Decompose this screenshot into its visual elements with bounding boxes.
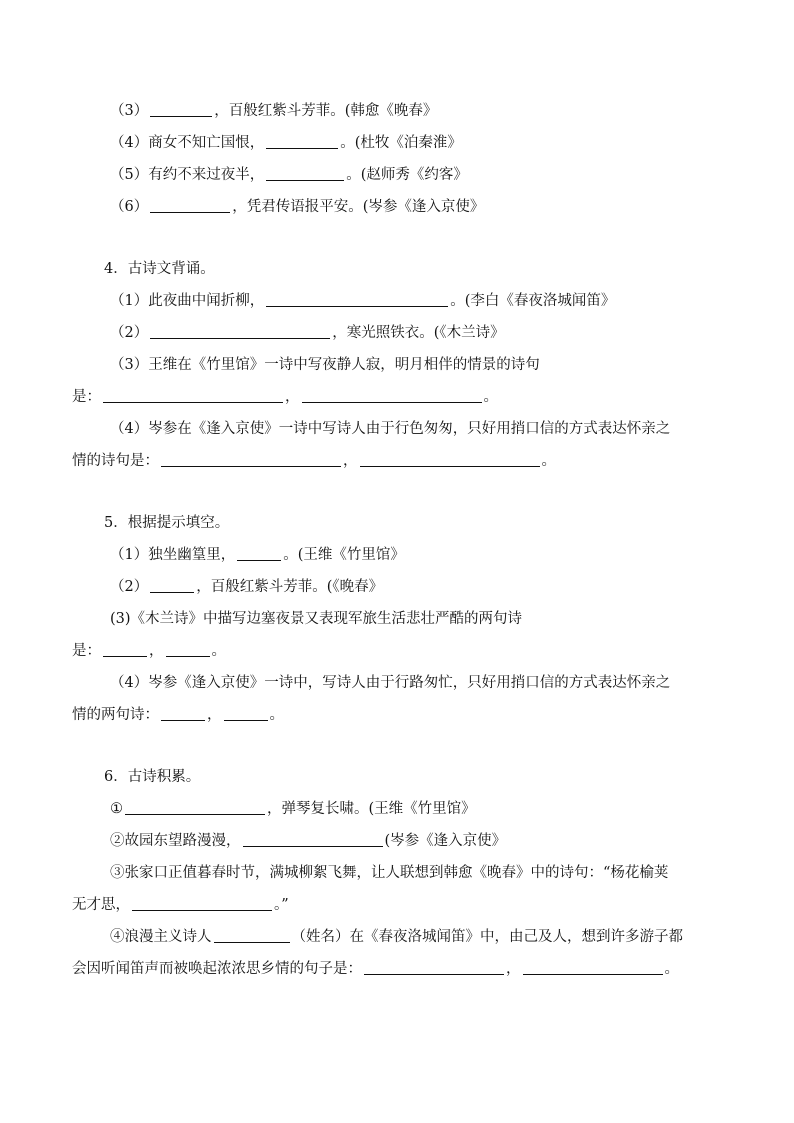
q4-item-4-blank-a[interactable] [161,452,341,467]
q6-item-2 [110,831,506,851]
q3-item-3-tail: ，百般红紫斗芳菲。(韩愈《晚春》 [214,103,438,119]
q3-item-6-label: （6） [110,199,149,215]
q5-item-4-answer [72,705,284,725]
q5-item-4-answer-pre: 情的两句诗： [72,707,159,723]
q3-item-5 [110,165,468,185]
q4-item-4-period: 。 [541,453,556,469]
q5-item-4-comma: ， [207,707,222,723]
q4-item-1-blank[interactable] [266,292,448,307]
q5-item-3-answer [72,641,226,661]
q5-item-2-blank[interactable] [150,578,194,593]
q4-item-4-answer [72,451,556,471]
q6-item-3-tail: 。” [274,897,289,913]
q4-item-3-answer-pre: 是： [72,389,101,405]
q6-item-4-period: 。 [664,961,679,977]
q4-item-2-tail: ，寒光照铁衣。(《木兰诗》 [332,325,505,341]
q6-item-4-blank-a[interactable] [364,960,504,975]
q4-item-1 [110,291,615,311]
q6-item-1-pre: ① [110,801,123,817]
q5-item-4-blank-b[interactable] [224,706,268,721]
q6-item-4-answer [72,959,679,979]
q4-item-2-label: （2） [110,325,149,341]
q5-item-3: (3)《木兰诗》中描写边塞夜景又表现军旅生活悲壮严酷的两句诗 [110,611,523,627]
q4-item-2 [110,323,505,343]
q3-item-4-tail: 。(杜牧《泊秦淮》 [340,135,462,151]
q3-item-3-label: （3） [110,103,149,119]
q6-item-4-comma: ， [506,961,521,977]
q6-item-4 [110,927,683,947]
q5-item-3-period: 。 [211,643,226,659]
q3-item-6-blank[interactable] [150,198,230,213]
q4-item-3-answer [72,387,498,407]
q4-item-2-blank[interactable] [150,324,330,339]
q6-item-2-blank[interactable] [243,832,383,847]
q6-item-4-blank[interactable] [214,928,290,943]
q5-item-2 [110,577,383,597]
q5-item-4: （4）岑参《逢入京使》一诗中，写诗人由于行路匆忙，只好用捎口信的方式表达怀亲之 [110,675,671,691]
q5-item-2-label: （2） [110,579,149,595]
q5-item-1-blank[interactable] [237,546,281,561]
q3-item-4-blank[interactable] [266,134,338,149]
q6-item-2-pre: ②故园东望路漫漫， [110,833,241,849]
q6-item-1 [110,799,476,819]
q3-item-4 [110,133,462,153]
q3-item-4-pre: （4）商女不知亡国恨， [110,135,265,151]
q4-item-3-comma: ， [285,389,300,405]
q6-item-3-answer [72,895,289,915]
q3-item-5-pre: （5）有约不来过夜半， [110,167,265,183]
q6-item-4-answer-pre: 会因听闻笛声而被唤起浓浓思乡情的句子是： [72,961,362,977]
q4-item-3: （3）王维在《竹里馆》一诗中写夜静人寂，明月相伴的情景的诗句 [110,357,540,373]
q4-item-3-period: 。 [483,389,498,405]
q6-item-3: ③张家口正值暮春时节，满城柳絮飞舞，让人联想到韩愈《晚春》中的诗句：“杨花榆荚 [110,865,669,881]
q5-item-3-blank-a[interactable] [103,642,147,657]
q6-item-4-pre: ④浪漫主义诗人 [110,929,212,945]
q6-item-3-answer-pre: 无才思， [72,897,130,913]
q3-item-5-blank[interactable] [266,166,344,181]
q5-item-3-comma: ， [149,643,164,659]
q4-item-4-blank-b[interactable] [360,452,540,467]
q4-item-3-blank-b[interactable] [302,388,482,403]
q4-item-4: （4）岑参在《逢入京使》一诗中写诗人由于行色匆匆，只好用捎口信的方式表达怀亲之 [110,421,671,437]
q4-item-3-blank-a[interactable] [103,388,283,403]
q5-item-3-answer-pre: 是： [72,643,101,659]
q5-item-1 [110,545,405,565]
q5-title: 5．根据提示填空。 [104,515,230,531]
q3-item-3 [110,101,437,121]
q6-item-1-tail: ，弹琴复长啸。(王维《竹里馆》 [267,801,476,817]
q5-item-1-pre: （1）独坐幽篁里， [110,547,236,563]
q3-item-3-blank[interactable] [150,102,212,117]
q6-item-4-tail: （姓名）在《春夜洛城闻笛》中，由己及人，想到许多游子都 [291,929,683,945]
q5-item-3-blank-b[interactable] [166,642,210,657]
q6-item-1-blank[interactable] [125,800,265,815]
q4-title: 4．古诗文背诵。 [104,261,215,277]
q4-item-1-pre: （1）此夜曲中闻折柳， [110,293,265,309]
q4-item-1-tail: 。(李白《春夜洛城闻笛》 [450,293,616,309]
q4-item-4-comma: ， [343,453,358,469]
q6-item-2-tail: (岑参《逢入京使》 [384,833,507,849]
q5-item-2-tail: ，百般红紫斗芳菲。(《晚春》 [196,579,384,595]
q4-item-4-answer-pre: 情的诗句是： [72,453,159,469]
q5-item-4-blank-a[interactable] [161,706,205,721]
q6-item-3-blank[interactable] [132,896,272,911]
q6-item-4-blank-b[interactable] [523,960,663,975]
q3-item-6-tail: ，凭君传语报平安。(岑参《逢入京使》 [232,199,485,215]
q6-title: 6．古诗积累。 [104,769,201,785]
q5-item-1-tail: 。(王维《竹里馆》 [283,547,405,563]
q5-item-4-period: 。 [269,707,284,723]
q3-item-5-tail: 。(赵师秀《约客》 [346,167,468,183]
q3-item-6 [110,197,484,217]
